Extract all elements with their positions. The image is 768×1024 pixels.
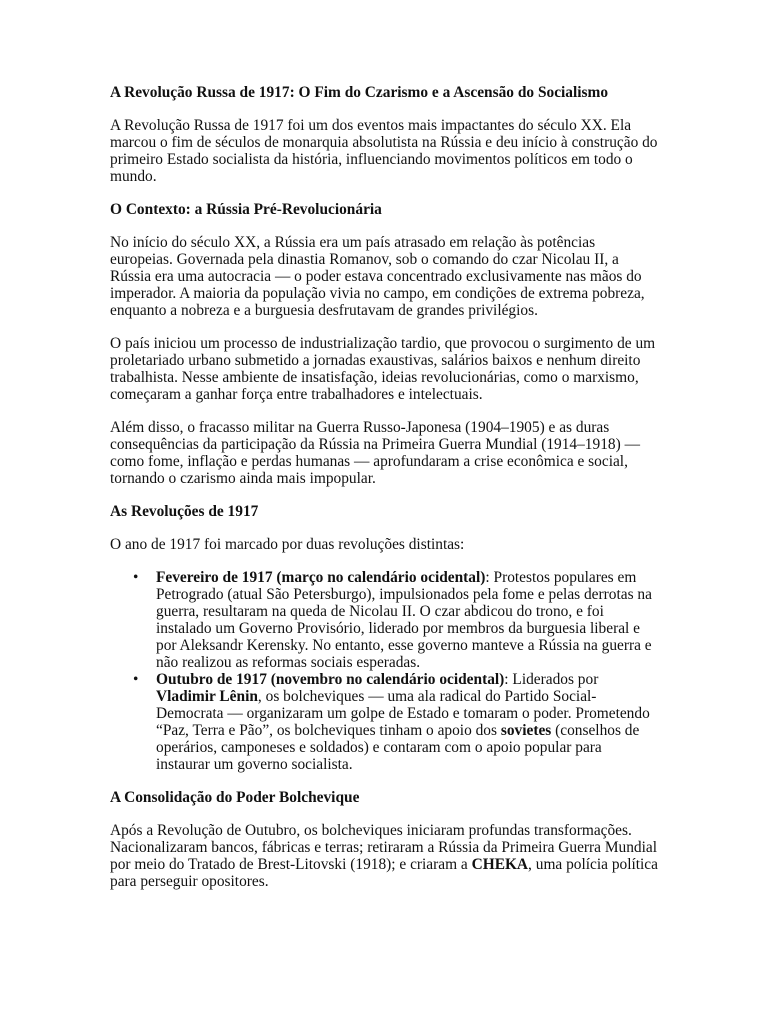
context-heading: O Contexto: a Rússia Pré-Revolucionária	[110, 201, 382, 218]
leader-name: Vladimir Lênin	[156, 688, 258, 705]
bullet-icon: •	[133, 671, 139, 688]
list-item-label: Fevereiro de 1917 (março no calendário ocidental)	[156, 569, 486, 586]
list-item-text: , os bolcheviques — uma ala radical do Partido Social-Democrata — organizaram um golpe de Estado e tomaram o poder. Prometendo “Paz, Terra e Pão”, os bolcheviques tinham o apoio dos	[156, 688, 650, 739]
bullet-icon: •	[133, 569, 139, 586]
revolutions-heading: As Revoluções de 1917	[110, 503, 259, 520]
consolidation-text: , uma polícia política para perseguir opositores.	[110, 856, 658, 890]
list-item-october	[133, 671, 658, 773]
document-page	[110, 84, 658, 906]
list-item-text: (conselhos de operários, camponeses e soldados) e contaram com o apoio popular para instaurar um governo socialista.	[156, 722, 640, 773]
context-paragraph-3: Além disso, o fracasso militar na Guerra Russo-Japonesa (1904–1905) e as duras consequências da participação da Rússia na Primeira Guerra Mundial (1914–1918) — como fome, inflação e perdas humanas — aprofundaram a crise econômica e social, tornando o czarismo ainda mais impopular.	[110, 419, 640, 487]
list-item-text: : Liderados por	[504, 671, 599, 688]
document-title: A Revolução Russa de 1917: O Fim do Czarismo e a Ascensão do Socialismo	[110, 84, 609, 101]
list-item-label: Outubro de 1917 (novembro no calendário ocidental)	[156, 671, 505, 688]
list-item-february	[133, 569, 658, 671]
context-paragraph-2: O país iniciou um processo de industrialização tardio, que provocou o surgimento de um proletariado urbano submetido a jornadas exaustivas, salários baixos e nenhum direito trabalhista. Nesse ambiente de insatisfação, ideias revolucionárias, como o marxismo, começaram a ganhar força entre trabalhadores e intelectuais.	[110, 335, 656, 403]
soviets-term: sovietes	[500, 722, 552, 739]
consolidation-text: Após a Revolução de Outubro, os bolcheviques iniciaram profundas transformações. Nacionalizaram bancos, fábricas e terras; retiraram a Rússia da Primeira Guerra Mundial por meio do Tratado de Brest-Litovski (1918); e criaram a	[110, 822, 657, 873]
consolidation-heading: A Consolidação do Poder Bolchevique	[110, 789, 360, 806]
intro-paragraph: A Revolução Russa de 1917 foi um dos eventos mais impactantes do século XX. Ela marcou o fim de séculos de monarquia absolutista na Rússia e deu início à construção do primeiro Estado socialista da história, influenciando movimentos políticos em todo o mundo.	[110, 117, 658, 185]
list-item-text: : Protestos populares em Petrogrado (atual São Petersburgo), impulsionados pela fome e pelas derrotas na guerra, resultaram na queda de Nicolau II. O czar abdicou do trono, e foi instalado um Governo Provisório, liderado por membros da burguesia liberal e por Aleksandr Kerensky. No entanto, esse governo manteve a Rússia na guerra e não realizou as reformas sociais esperadas.	[156, 569, 652, 671]
revolutions-lead: O ano de 1917 foi marcado por duas revoluções distintas:	[110, 536, 465, 553]
consolidation-paragraph	[110, 822, 658, 890]
revolutions-list	[110, 569, 658, 773]
context-paragraph-1: No início do século XX, a Rússia era um país atrasado em relação às potências europeias. Governada pela dinastia Romanov, sob o comando do czar Nicolau II, a Rússia era uma autocracia — o poder estava concentrado exclusivamente nas mãos do imperador. A maioria da população vivia no campo, em condições de extrema pobreza, enquanto a nobreza e a burguesia desfrutavam de grandes privilégios.	[110, 234, 645, 319]
cheka-term: CHEKA	[471, 856, 529, 873]
